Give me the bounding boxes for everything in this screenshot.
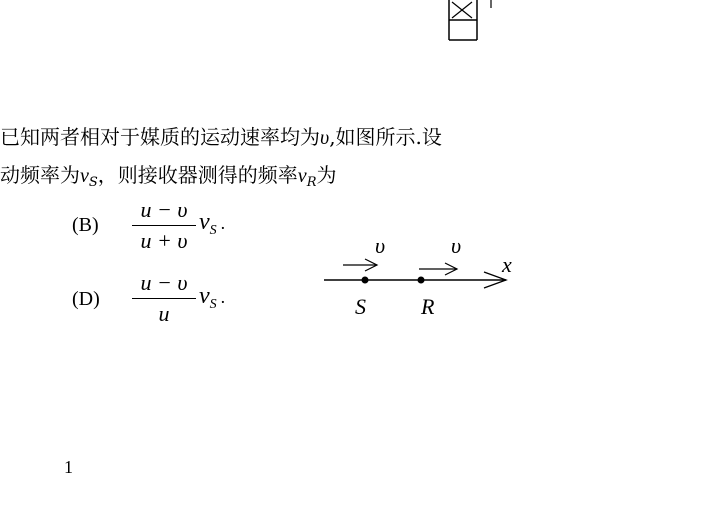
source-frequency-subscript: S (88, 175, 98, 190)
source-frequency-symbol: ν (80, 165, 89, 187)
option-b-denominator: u + υ (140, 228, 188, 253)
source-point (362, 277, 369, 284)
option-d-fraction (132, 270, 196, 327)
option-b-period: . (220, 213, 226, 233)
option-b-nu-subscript: S (209, 223, 217, 238)
option-d-numerator: u − υ (140, 270, 188, 295)
doppler-diagram (324, 233, 512, 319)
receiver-label: R (421, 294, 435, 319)
option-b-fraction (132, 197, 196, 254)
option-b-fraction-bar (132, 225, 196, 226)
cropped-figure-fragment (449, 0, 491, 40)
option-d-nu-subscript: S (209, 297, 217, 312)
option-b-numerator: u − υ (140, 197, 188, 222)
option-d-fraction-bar (132, 298, 196, 299)
option-d-period: . (220, 287, 226, 307)
problem-text-2: 动频率为 (0, 163, 80, 187)
problem-text-2-mid: ，则接收器测得的频率 (97, 163, 298, 187)
page-number: 1 (64, 457, 73, 477)
x-axis-label: x (502, 252, 512, 277)
speed-symbol: υ (320, 127, 330, 149)
option-d-label: (D) (72, 288, 100, 310)
option-b-nu: ν (199, 209, 210, 235)
problem-text-1-tail: ,如图所示.设 (329, 125, 442, 149)
receiver-frequency-subscript: R (306, 175, 317, 190)
receiver-velocity-label: υ (451, 233, 462, 258)
receiver-frequency-symbol: ν (297, 165, 307, 187)
option-d-denominator: u (158, 301, 170, 326)
problem-text-1: 已知两者相对于媒质的运动速率均为 (0, 125, 320, 149)
option-b-factor (199, 209, 225, 239)
option-b-label: (B) (72, 214, 99, 236)
option-d-nu: ν (199, 283, 210, 309)
problem-text-2-tail: 为 (316, 163, 337, 187)
source-velocity-label: υ (375, 233, 386, 258)
receiver-point (418, 277, 425, 284)
option-d-factor (199, 283, 225, 313)
problem-line-2 (0, 159, 336, 190)
source-label: S (355, 294, 366, 319)
problem-line-1 (0, 121, 442, 150)
